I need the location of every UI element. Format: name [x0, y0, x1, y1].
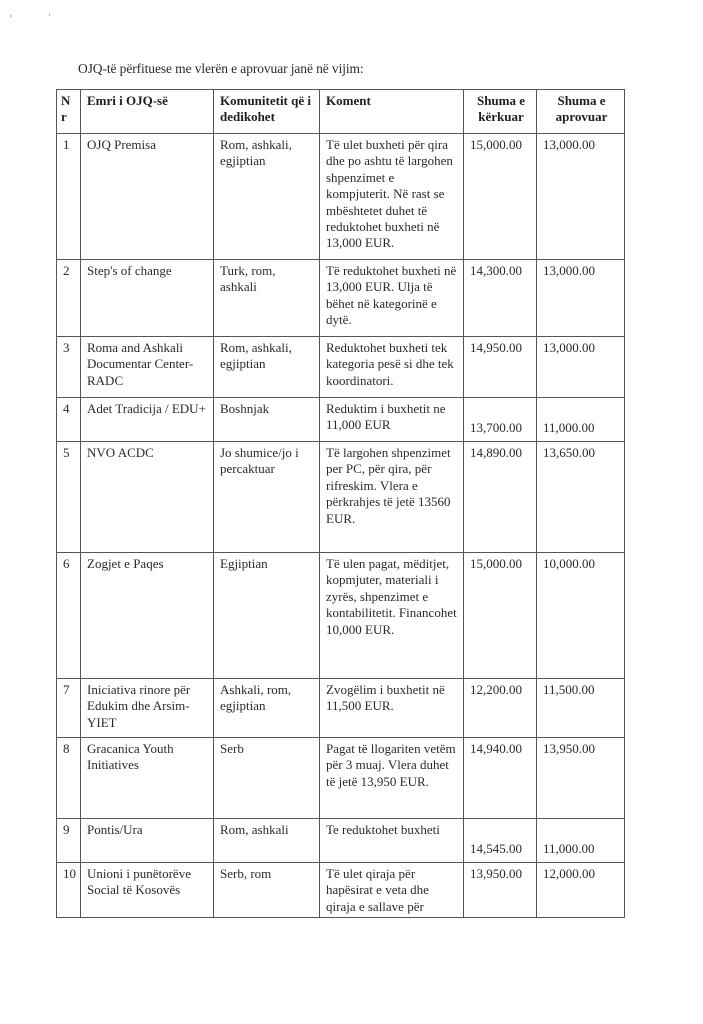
community: Boshnjak: [214, 398, 320, 442]
table-row: [57, 337, 625, 398]
requested-amount: 14,545.00: [464, 819, 537, 863]
comment: Zvogëlim i buxhetit në 11,500 EUR.: [320, 679, 464, 738]
requested-amount: 14,950.00: [464, 337, 537, 398]
comment: Të ulet qiraja për hapësirat e veta dhe qiraja e sallave për: [320, 863, 464, 918]
row-number: 3: [57, 337, 81, 398]
approved-amount: 11,500.00: [537, 679, 625, 738]
header-nr: N r: [57, 90, 81, 134]
community: Egjiptian: [214, 553, 320, 679]
row-number: 10: [57, 863, 81, 918]
requested-amount: 13,950.00: [464, 863, 537, 918]
row-number: 7: [57, 679, 81, 738]
ngo-name: Zogjet e Paqes: [81, 553, 214, 679]
ngo-name: Pontis/Ura: [81, 819, 214, 863]
table-row: [57, 679, 625, 738]
scan-speck: [49, 13, 50, 16]
community: Rom, ashkali, egjiptian: [214, 134, 320, 260]
scan-speck: [10, 15, 12, 17]
row-number: 2: [57, 260, 81, 337]
header-requested-amount: Shuma e kërkuar: [464, 90, 537, 134]
ngo-name: Gracanica Youth Initiatives: [81, 738, 214, 819]
requested-amount: 13,700.00: [464, 398, 537, 442]
approved-amount: 13,950.00: [537, 738, 625, 819]
requested-amount: 14,890.00: [464, 442, 537, 553]
approved-amount: 13,000.00: [537, 134, 625, 260]
ngo-name: Unioni i punëtorëve Social të Kosovës: [81, 863, 214, 918]
table-row: [57, 260, 625, 337]
comment: Reduktim i buxhetit ne 11,000 EUR: [320, 398, 464, 442]
approved-amount: 13,000.00: [537, 337, 625, 398]
community: Serb, rom: [214, 863, 320, 918]
header-approved-amount: Shuma e aprovuar: [537, 90, 625, 134]
ngo-name: NVO ACDC: [81, 442, 214, 553]
ngo-name: Iniciativa rinore për Edukim dhe Arsim-YIET: [81, 679, 214, 738]
table-row: [57, 134, 625, 260]
row-number: 6: [57, 553, 81, 679]
requested-amount: 15,000.00: [464, 553, 537, 679]
table-row: [57, 819, 625, 863]
row-number: 1: [57, 134, 81, 260]
row-number: 5: [57, 442, 81, 553]
ngo-name: Roma and Ashkali Documentar Center-RADC: [81, 337, 214, 398]
table-row: [57, 442, 625, 553]
comment: Te reduktohet buxheti: [320, 819, 464, 863]
approved-amount: 12,000.00: [537, 863, 625, 918]
comment: Pagat të llogariten vetëm për 3 muaj. Vlera duhet të jetë 13,950 EUR.: [320, 738, 464, 819]
ngo-name: OJQ Premisa: [81, 134, 214, 260]
comment: Të ulet buxheti për qira dhe po ashtu të largohen shpenzimet e kompjuterit. Në rast se mbështetet duhet të reduktohet buxheti në 13,000 EUR.: [320, 134, 464, 260]
community: Rom, ashkali, egjiptian: [214, 337, 320, 398]
table-row: [57, 738, 625, 819]
requested-amount: 12,200.00: [464, 679, 537, 738]
table-row: [57, 863, 625, 918]
ngo-approval-table: [56, 89, 625, 918]
row-number: 4: [57, 398, 81, 442]
community: Ashkali, rom, egjiptian: [214, 679, 320, 738]
header-community: Komunitetit që i dedikohet: [214, 90, 320, 134]
community: Jo shumice/jo i percaktuar: [214, 442, 320, 553]
row-number: 8: [57, 738, 81, 819]
header-ngo-name: Emri i OJQ-së: [81, 90, 214, 134]
approved-amount: 11,000.00: [537, 819, 625, 863]
approved-amount: 11,000.00: [537, 398, 625, 442]
header-comment: Koment: [320, 90, 464, 134]
row-number: 9: [57, 819, 81, 863]
ngo-name: Adet Tradicija / EDU+: [81, 398, 214, 442]
requested-amount: 15,000.00: [464, 134, 537, 260]
requested-amount: 14,300.00: [464, 260, 537, 337]
ngo-name: Step's of change: [81, 260, 214, 337]
approved-amount: 10,000.00: [537, 553, 625, 679]
comment: Të ulen pagat, mëditjet, kopmjuter, materiali i zyrës, shpenzimet e kontabilitetit. Financohet 10,000 EUR.: [320, 553, 464, 679]
community: Turk, rom, ashkali: [214, 260, 320, 337]
table-row: [57, 553, 625, 679]
intro-paragraph: OJQ-të përfituese me vlerën e aprovuar janë në vijim:: [78, 61, 364, 76]
requested-amount: 14,940.00: [464, 738, 537, 819]
comment: Të largohen shpenzimet per PC, për qira, për rifreskim. Vlera e përkrahjes të jetë 13560 EUR.: [320, 442, 464, 553]
comment: Reduktohet buxheti tek kategoria pesë si dhe tek koordinatori.: [320, 337, 464, 398]
comment: Të reduktohet buxheti në 13,000 EUR. Ulja të bëhet në kategorinë e dytë.: [320, 260, 464, 337]
community: Rom, ashkali: [214, 819, 320, 863]
table-row: [57, 398, 625, 442]
community: Serb: [214, 738, 320, 819]
approved-amount: 13,650.00: [537, 442, 625, 553]
approved-amount: 13,000.00: [537, 260, 625, 337]
table-header-row: [57, 90, 625, 134]
